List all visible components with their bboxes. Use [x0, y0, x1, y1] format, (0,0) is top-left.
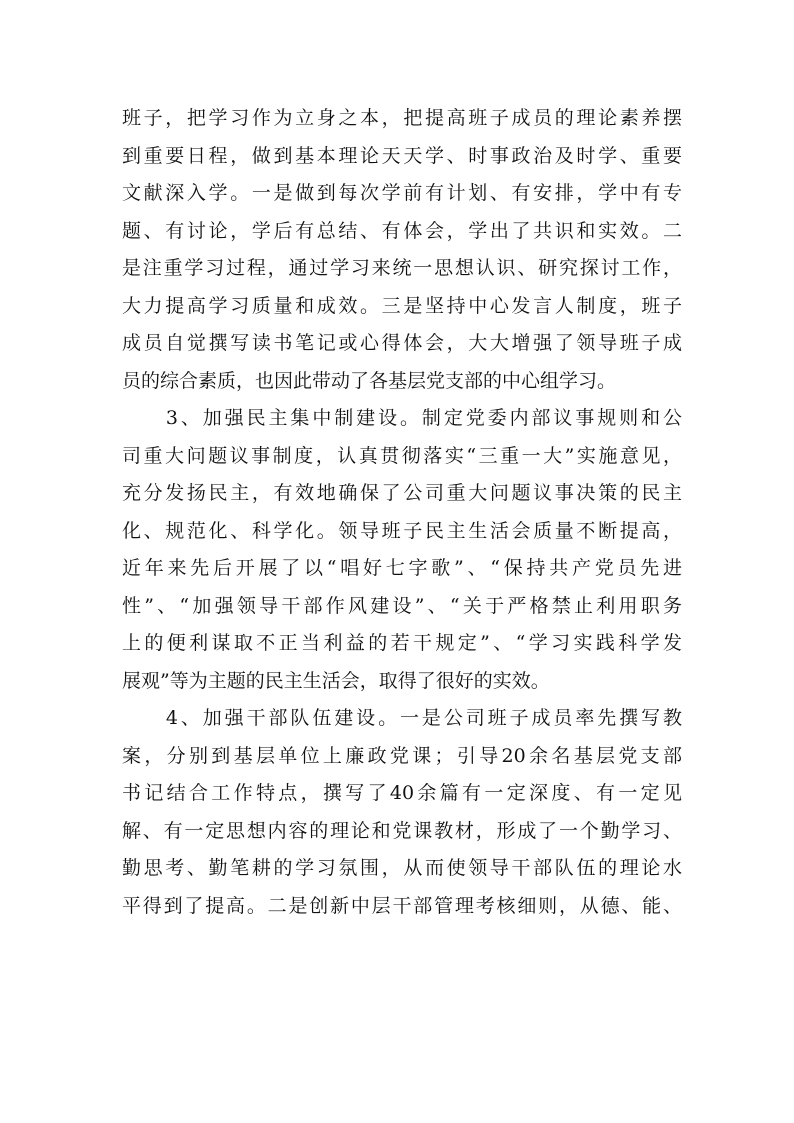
- text-line: 近年来先后开展了以“唱好七字歌”、“保持共产党员先进: [122, 557, 682, 579]
- text-line: 平得到了提高。二是创新中层干部管理考核细则，从德、能、: [122, 894, 682, 917]
- body-text: [122, 100, 682, 925]
- text-line: 充分发扬民主，有效地确保了公司重大问题议事决策的民主: [122, 482, 682, 504]
- text-line: 文献深入学。一是做到每次学前有计划、有安排，学中有专: [122, 182, 682, 204]
- text-line: 化、规范化、科学化。领导班子民主生活会质量不断提高，: [122, 519, 682, 542]
- text-line: 到重要日程，做到基本理论天天学、时事政治及时学、重要: [122, 144, 682, 167]
- text-line: 员的综合素质，也因此带动了各基层党支部的中心组学习。: [122, 369, 617, 392]
- text-line: 是注重学习过程，通过学习来统一思想认识、研究探讨工作，: [122, 257, 682, 279]
- text-line: 4、加强干部队伍建设。一是公司班子成员率先撰写教: [122, 707, 682, 729]
- text-line: 解、有一定思想内容的理论和党课教材，形成了一个勤学习、: [122, 819, 682, 842]
- text-line: 司重大问题议事制度，认真贯彻落实“三重一大”实施意见，: [122, 444, 682, 467]
- text-line: 上的便利谋取不正当利益的若干规定”、“学习实践科学发: [122, 632, 682, 654]
- text-line: 3、加强民主集中制建设。制定党委内部议事规则和公: [122, 407, 682, 429]
- text-line: 题、有讨论，学后有总结、有体会，学出了共识和实效。二: [122, 219, 682, 242]
- text-line: 展观”等为主题的民主生活会，取得了很好的实效。: [122, 669, 550, 692]
- text-line: 书记结合工作特点，撰写了40余篇有一定深度、有一定见: [122, 782, 682, 804]
- text-line: 案，分别到基层单位上廉政党课；引导20余名基层党支部: [122, 744, 682, 767]
- text-line: 班子，把学习作为立身之本，把提高班子成员的理论素养摆: [122, 107, 682, 129]
- text-line: 成员自觉撰写读书笔记或心得体会，大大增强了领导班子成: [122, 332, 682, 354]
- text-line: 大力提高学习质量和成效。三是坚持中心发言人制度，班子: [122, 294, 682, 317]
- text-line: 勤思考、勤笔耕的学习氛围，从而使领导干部队伍的理论水: [122, 857, 682, 879]
- text-line: 性”、“加强领导干部作风建设”、“关于严格禁止利用职务: [122, 594, 682, 617]
